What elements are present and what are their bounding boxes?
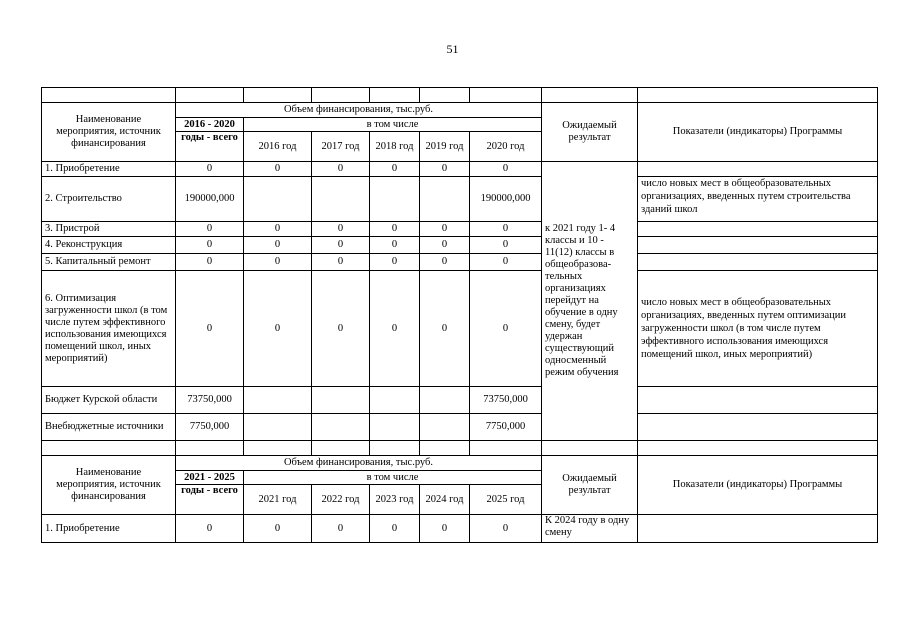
table-row [42,254,878,271]
row-value: 73750,000 [470,387,542,414]
row-value: 7750,000 [470,414,542,441]
indicator-empty [638,254,878,271]
row-value: 0 [470,237,542,254]
financing-header: Объем финансирования, тыс.руб. [176,103,542,118]
row-value: 0 [470,515,542,543]
row-value: 0 [244,271,312,387]
indicator-empty [638,387,878,414]
financing-header: Объем финансирования, тыс.руб. [176,456,542,471]
row-value: 0 [244,254,312,271]
row-value: 0 [370,271,420,387]
blank-row-separator [42,441,878,456]
row-value: 0 [420,254,470,271]
row-value [244,177,312,222]
indicator-empty [638,162,878,177]
expected-result-text: К 2024 году в одну смену [542,515,638,543]
row-value: 0 [312,515,370,543]
expected-result-header: Ожидаемый результат [542,103,638,162]
year-header: 2020 год [470,132,542,162]
indicators-header: Показатели (индикаторы) Программы [638,456,878,515]
row-value [312,177,370,222]
row-value [370,177,420,222]
period-years: 2021 - 2025 [176,471,244,485]
row-value: 0 [244,237,312,254]
row-value: 0 [370,515,420,543]
row-name: Бюджет Курской области [42,387,176,414]
row-name: 1. Приобретение [42,162,176,177]
row-name: 2. Строительство [42,177,176,222]
row-value: 0 [420,271,470,387]
indicator-empty [638,515,878,543]
row-name: 4. Реконструкция [42,237,176,254]
row-total: 0 [176,271,244,387]
row-value: 0 [420,162,470,177]
row-value [370,387,420,414]
row-value: 0 [370,237,420,254]
row-value: 0 [470,162,542,177]
table-row [42,387,878,414]
row-value [420,414,470,441]
row-name: 3. Пристрой [42,222,176,237]
header-row-1 [42,103,878,118]
header-row-1 [42,456,878,471]
row-value [420,177,470,222]
year-header: 2024 год [420,485,470,515]
row-value: 0 [370,162,420,177]
row-total: 190000,000 [176,177,244,222]
table-row [42,237,878,254]
row-value: 0 [312,271,370,387]
row-total: 0 [176,515,244,543]
indicators-header: Показатели (индикаторы) Программы [638,103,878,162]
year-header: 2025 год [470,485,542,515]
indicator-construction: число новых мест в общеобразовательных организациях, введенных путем строительства зданий школ [638,177,878,222]
year-header: 2021 год [244,485,312,515]
year-header: 2016 год [244,132,312,162]
row-value: 0 [244,162,312,177]
period-total: годы - всего [176,132,244,162]
row-value: 190000,000 [470,177,542,222]
name-column-header: Наименование мероприятия, источник финансирования [42,456,176,515]
row-value: 0 [420,222,470,237]
period-years: 2016 - 2020 [176,118,244,132]
including-header: в том числе [244,471,542,485]
row-total: 0 [176,237,244,254]
row-name: Внебюджетные источники [42,414,176,441]
year-header: 2019 год [420,132,470,162]
row-total: 0 [176,222,244,237]
period-total: годы - всего [176,485,244,515]
row-value: 0 [370,254,420,271]
table-row [42,222,878,237]
indicator-optimization: число новых мест в общеобразовательных организациях, введенных путем оптимизации загруженности школ (в том числе путем эффективного использования имеющихся помещений школ, иных мероприятий) [638,271,878,387]
including-header: в том числе [244,118,542,132]
row-total: 7750,000 [176,414,244,441]
row-total: 73750,000 [176,387,244,414]
row-name: 6. Оптимизация загруженности школ (в том числе путем эффективного использования имеющихся помещений школ, иных мероприятий) [42,271,176,387]
row-value [312,414,370,441]
table-row [42,414,878,441]
row-value: 0 [312,222,370,237]
row-value: 0 [244,515,312,543]
page-number: 51 [446,42,459,56]
indicator-empty [638,414,878,441]
row-value: 0 [312,162,370,177]
row-value: 0 [420,237,470,254]
row-value [370,414,420,441]
year-header: 2018 год [370,132,420,162]
year-header: 2023 год [370,485,420,515]
financing-table [41,87,878,543]
expected-result-header: Ожидаемый результат [542,456,638,515]
table-row [42,271,878,387]
year-header: 2017 год [312,132,370,162]
row-total: 0 [176,254,244,271]
table-row [42,162,878,177]
row-value [312,387,370,414]
table-row [42,515,878,543]
row-name: 5. Капитальный ремонт [42,254,176,271]
row-value: 0 [420,515,470,543]
indicator-empty [638,237,878,254]
row-value [244,414,312,441]
name-column-header: Наименование мероприятия, источник финансирования [42,103,176,162]
row-value [420,387,470,414]
expected-result-text: к 2021 году 1- 4 классы и 10 - 11(12) классы в общеобразова-тельных организациях перейдут на обучение в одну смену, будет удержан существующий односменный режим обучения [542,162,638,441]
row-value: 0 [370,222,420,237]
row-value: 0 [470,271,542,387]
row-value [244,387,312,414]
year-header: 2022 год [312,485,370,515]
row-name: 1. Приобретение [42,515,176,543]
row-value: 0 [470,254,542,271]
blank-row-top [42,88,878,103]
table-row [42,177,878,222]
indicator-empty [638,222,878,237]
row-value: 0 [312,254,370,271]
row-total: 0 [176,162,244,177]
row-value: 0 [244,222,312,237]
row-value: 0 [470,222,542,237]
row-value: 0 [312,237,370,254]
